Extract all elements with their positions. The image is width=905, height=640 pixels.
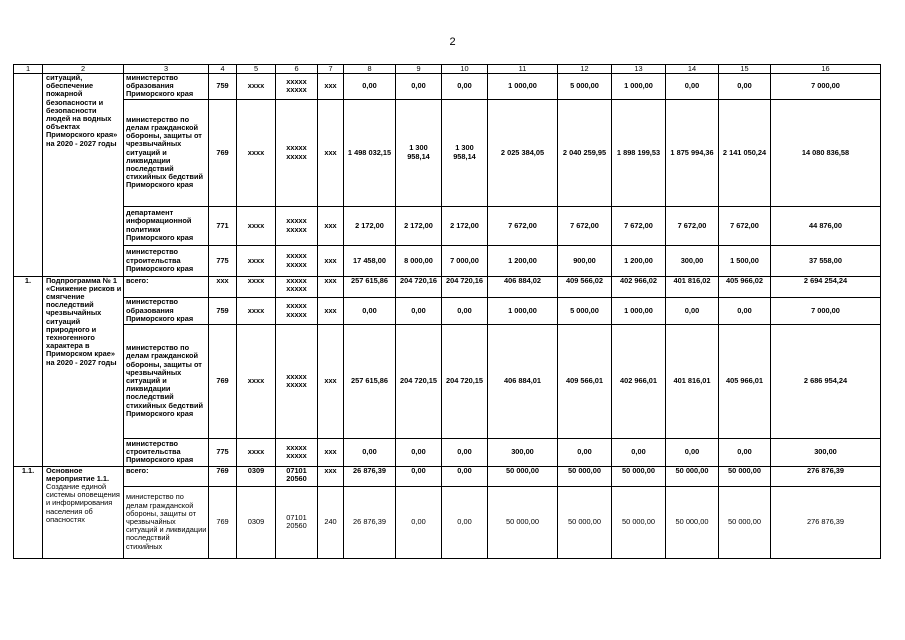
cell-c8: 2 172,00 bbox=[344, 206, 396, 245]
cell-c15: 0,00 bbox=[719, 297, 771, 324]
cell-c11: 406 884,01 bbox=[488, 324, 558, 438]
cell-c13: 1 000,00 bbox=[612, 74, 666, 100]
page-number: 2 bbox=[449, 36, 456, 48]
table-row bbox=[14, 206, 881, 245]
cell-c5: хххх bbox=[237, 99, 276, 206]
cell-c14: 50 000,00 bbox=[666, 486, 719, 558]
budget-table bbox=[13, 64, 881, 559]
cell-c16: 7 000,00 bbox=[771, 297, 881, 324]
cell-c15: 0,00 bbox=[719, 74, 771, 100]
col-header: 2 bbox=[43, 65, 124, 74]
table-row bbox=[14, 99, 881, 206]
cell-c16: 300,00 bbox=[771, 438, 881, 466]
responsible-org: министерство образования Приморского края bbox=[124, 74, 209, 100]
cell-c11: 50 000,00 bbox=[488, 466, 558, 486]
col-header: 10 bbox=[442, 65, 488, 74]
responsible-org: министерство образования Приморского края bbox=[124, 297, 209, 324]
cell-c8: 17 458,00 bbox=[344, 245, 396, 276]
code-part: ххххх bbox=[286, 283, 307, 293]
cell-c8: 257 615,86 bbox=[344, 276, 396, 297]
cell-c5: хххх bbox=[237, 206, 276, 245]
code-part: ххххх bbox=[286, 259, 307, 269]
cell-c15: 405 966,02 bbox=[719, 276, 771, 297]
cell-c9: 0,00 bbox=[396, 74, 442, 100]
cell-c16: 7 000,00 bbox=[771, 74, 881, 100]
cell-c5: 0309 bbox=[237, 486, 276, 558]
cell-c10: 0,00 bbox=[442, 466, 488, 486]
cell-c15: 0,00 bbox=[719, 438, 771, 466]
cell-c10: 0,00 bbox=[442, 74, 488, 100]
cell-c14: 0,00 bbox=[666, 438, 719, 466]
cell-c9: 0,00 bbox=[396, 297, 442, 324]
col-header: 14 bbox=[666, 65, 719, 74]
cell-c12: 900,00 bbox=[558, 245, 612, 276]
col-header: 9 bbox=[396, 65, 442, 74]
cell-c11: 7 672,00 bbox=[488, 206, 558, 245]
cell-c16: 14 080 836,58 bbox=[771, 99, 881, 206]
cell-c4: ххх bbox=[209, 276, 237, 297]
cell-c12: 2 040 259,95 bbox=[558, 99, 612, 206]
cell-c9: 2 172,00 bbox=[396, 206, 442, 245]
cell-c9: 204 720,16 bbox=[396, 276, 442, 297]
cell-c4: 769 bbox=[209, 99, 237, 206]
cell-c6 bbox=[276, 486, 318, 558]
cell-c8: 0,00 bbox=[344, 297, 396, 324]
cell-c11: 406 884,02 bbox=[488, 276, 558, 297]
cell-c8: 26 876,39 bbox=[344, 466, 396, 486]
code-part: ххххх bbox=[286, 251, 307, 261]
cell-c7: ххх bbox=[318, 324, 344, 438]
col-header: 12 bbox=[558, 65, 612, 74]
code-part: ххххх bbox=[286, 216, 307, 226]
cell-c7: ххх bbox=[318, 74, 344, 100]
row-number bbox=[14, 74, 43, 277]
col-header: 7 bbox=[318, 65, 344, 74]
cell-c4: 769 bbox=[209, 466, 237, 486]
responsible-org: министерство по делам гражданской обороны, защиты от чрезвычайных ситуаций и ликвидации последствий стихийных бедствий Приморского края bbox=[124, 99, 209, 206]
col-header: 4 bbox=[209, 65, 237, 74]
cell-c9: 0,00 bbox=[396, 466, 442, 486]
cell-c15: 405 966,01 bbox=[719, 324, 771, 438]
responsible-org: министерство строительства Приморского края bbox=[124, 438, 209, 466]
cell-c8: 257 615,86 bbox=[344, 324, 396, 438]
col-header: 6 bbox=[276, 65, 318, 74]
column-number-row bbox=[14, 65, 881, 74]
cell-c14: 7 672,00 bbox=[666, 206, 719, 245]
cell-c16: 37 558,00 bbox=[771, 245, 881, 276]
cell-c13: 1 898 199,53 bbox=[612, 99, 666, 206]
cell-c6 bbox=[276, 438, 318, 466]
cell-c12: 5 000,00 bbox=[558, 74, 612, 100]
cell-c13: 1 000,00 bbox=[612, 297, 666, 324]
responsible-org: министерство по делам гражданской обороны, защиты от чрезвычайных ситуаций и ликвидации последствий стихийных бедствий Приморского края bbox=[124, 324, 209, 438]
responsible-org: всего: bbox=[124, 466, 209, 486]
col-header: 11 bbox=[488, 65, 558, 74]
cell-c16: 276 876,39 bbox=[771, 486, 881, 558]
table-row bbox=[14, 324, 881, 438]
code-part: ххххх bbox=[286, 143, 307, 153]
program-title: ситуаций, обеспечение пожарной безопасности и безопасности людей на водных объектах Приморского края» на 2020 - 2027 годы bbox=[43, 74, 124, 277]
cell-c11: 1 000,00 bbox=[488, 297, 558, 324]
cell-c16: 2 694 254,24 bbox=[771, 276, 881, 297]
cell-c6 bbox=[276, 324, 318, 438]
cell-c4: 759 bbox=[209, 297, 237, 324]
cell-c7: 240 bbox=[318, 486, 344, 558]
cell-c5: 0309 bbox=[237, 466, 276, 486]
code-part: ххххх bbox=[286, 451, 307, 461]
table-row bbox=[14, 438, 881, 466]
program-title: Подпрограмма № 1 «Снижение рисков и смягчение последствий чрезвычайных ситуаций природного и техногенного характера в Приморском крае» на 2020 - 2027 годы bbox=[43, 276, 124, 466]
table-row bbox=[14, 245, 881, 276]
cell-c5: хххх bbox=[237, 245, 276, 276]
cell-c12: 5 000,00 bbox=[558, 297, 612, 324]
cell-c15: 1 500,00 bbox=[719, 245, 771, 276]
code-part: 20560 bbox=[286, 521, 307, 531]
cell-c15: 2 141 050,24 bbox=[719, 99, 771, 206]
cell-c5: хххх bbox=[237, 297, 276, 324]
code-part: ххххх bbox=[286, 224, 307, 234]
cell-c8: 0,00 bbox=[344, 74, 396, 100]
cell-c7: ххх bbox=[318, 438, 344, 466]
cell-c7: ххх bbox=[318, 297, 344, 324]
cell-c6 bbox=[276, 206, 318, 245]
cell-c10: 0,00 bbox=[442, 297, 488, 324]
cell-c12: 50 000,00 bbox=[558, 486, 612, 558]
responsible-org: департамент информационной политики Приморского края bbox=[124, 206, 209, 245]
cell-c7: ххх bbox=[318, 245, 344, 276]
cell-c9: 8 000,00 bbox=[396, 245, 442, 276]
responsible-org: министерство строительства Приморского края bbox=[124, 245, 209, 276]
code-part: 07101 bbox=[286, 466, 307, 475]
cell-c10: 204 720,15 bbox=[442, 324, 488, 438]
cell-c10: 204 720,16 bbox=[442, 276, 488, 297]
row-number: 1. bbox=[14, 276, 43, 466]
cell-c6 bbox=[276, 466, 318, 486]
responsible-org: всего: bbox=[124, 276, 209, 297]
code-part: ххххх bbox=[286, 85, 307, 95]
cell-c15: 7 672,00 bbox=[719, 206, 771, 245]
code-part: ххххх bbox=[286, 276, 307, 285]
code-part: ххххх bbox=[286, 442, 307, 452]
col-header: 15 bbox=[719, 65, 771, 74]
code-part: 07101 bbox=[286, 512, 307, 522]
cell-c5: хххх bbox=[237, 438, 276, 466]
code-part: ххххх bbox=[286, 77, 307, 87]
cell-c4: 769 bbox=[209, 486, 237, 558]
cell-c11: 50 000,00 bbox=[488, 486, 558, 558]
cell-c12: 409 566,02 bbox=[558, 276, 612, 297]
col-header: 3 bbox=[124, 65, 209, 74]
row-number: 1.1. bbox=[14, 466, 43, 558]
cell-c14: 401 816,02 bbox=[666, 276, 719, 297]
cell-c8: 1 498 032,15 bbox=[344, 99, 396, 206]
cell-c11: 1 200,00 bbox=[488, 245, 558, 276]
cell-c7: ххх bbox=[318, 99, 344, 206]
cell-c13: 50 000,00 bbox=[612, 466, 666, 486]
table-row bbox=[14, 276, 881, 297]
cell-c5: хххх bbox=[237, 324, 276, 438]
code-part: ххххх bbox=[286, 371, 307, 381]
cell-c16: 44 876,00 bbox=[771, 206, 881, 245]
cell-c4: 775 bbox=[209, 438, 237, 466]
event-label: Основное мероприятие 1.1. bbox=[46, 466, 110, 483]
cell-c6 bbox=[276, 276, 318, 297]
cell-c16: 276 876,39 bbox=[771, 466, 881, 486]
cell-c14: 50 000,00 bbox=[666, 466, 719, 486]
table-row bbox=[14, 297, 881, 324]
cell-c10: 0,00 bbox=[442, 438, 488, 466]
cell-c13: 0,00 bbox=[612, 438, 666, 466]
col-header: 16 bbox=[771, 65, 881, 74]
code-part: 20560 bbox=[286, 473, 307, 483]
code-part: ххххх bbox=[286, 380, 307, 390]
cell-c5: хххх bbox=[237, 74, 276, 100]
cell-c11: 1 000,00 bbox=[488, 74, 558, 100]
cell-c9: 204 720,15 bbox=[396, 324, 442, 438]
cell-c14: 0,00 bbox=[666, 74, 719, 100]
cell-c12: 7 672,00 bbox=[558, 206, 612, 245]
cell-c12: 50 000,00 bbox=[558, 466, 612, 486]
cell-c14: 401 816,01 bbox=[666, 324, 719, 438]
cell-c8: 0,00 bbox=[344, 438, 396, 466]
cell-c5: хххх bbox=[237, 276, 276, 297]
cell-c16: 2 686 954,24 bbox=[771, 324, 881, 438]
cell-c10: 7 000,00 bbox=[442, 245, 488, 276]
cell-c4: 771 bbox=[209, 206, 237, 245]
table-row bbox=[14, 466, 881, 486]
cell-c13: 50 000,00 bbox=[612, 486, 666, 558]
responsible-org: министерство по делам гражданской обороны, защиты от чрезвычайных ситуаций и ликвидации последствий стихийных bbox=[124, 486, 209, 558]
cell-c10: 0,00 bbox=[442, 486, 488, 558]
cell-c10: 1 300 958,14 bbox=[442, 99, 488, 206]
cell-c9: 1 300 958,14 bbox=[396, 99, 442, 206]
cell-c7: ххх bbox=[318, 466, 344, 486]
col-header: 8 bbox=[344, 65, 396, 74]
cell-c9: 0,00 bbox=[396, 438, 442, 466]
cell-c11: 300,00 bbox=[488, 438, 558, 466]
cell-c7: ххх bbox=[318, 206, 344, 245]
program-title bbox=[43, 466, 124, 558]
cell-c4: 775 bbox=[209, 245, 237, 276]
table-row bbox=[14, 74, 881, 100]
col-header: 5 bbox=[237, 65, 276, 74]
code-part: ххххх bbox=[286, 309, 307, 319]
cell-c14: 1 875 994,36 bbox=[666, 99, 719, 206]
cell-c14: 0,00 bbox=[666, 297, 719, 324]
cell-c6 bbox=[276, 99, 318, 206]
code-part: ххххх bbox=[286, 301, 307, 311]
cell-c6 bbox=[276, 74, 318, 100]
cell-c12: 409 566,01 bbox=[558, 324, 612, 438]
cell-c13: 1 200,00 bbox=[612, 245, 666, 276]
cell-c10: 2 172,00 bbox=[442, 206, 488, 245]
cell-c6 bbox=[276, 245, 318, 276]
code-part: ххххх bbox=[286, 151, 307, 161]
cell-c13: 7 672,00 bbox=[612, 206, 666, 245]
col-header: 13 bbox=[612, 65, 666, 74]
cell-c15: 50 000,00 bbox=[719, 466, 771, 486]
cell-c14: 300,00 bbox=[666, 245, 719, 276]
table-row bbox=[14, 486, 881, 558]
cell-c4: 759 bbox=[209, 74, 237, 100]
cell-c4: 769 bbox=[209, 324, 237, 438]
cell-c12: 0,00 bbox=[558, 438, 612, 466]
cell-c8: 26 876,39 bbox=[344, 486, 396, 558]
cell-c13: 402 966,02 bbox=[612, 276, 666, 297]
cell-c13: 402 966,01 bbox=[612, 324, 666, 438]
cell-c6 bbox=[276, 297, 318, 324]
event-title: Создание единой системы оповещения и информирования населения об опасностях bbox=[46, 482, 120, 524]
cell-c11: 2 025 384,05 bbox=[488, 99, 558, 206]
cell-c9: 0,00 bbox=[396, 486, 442, 558]
cell-c7: ххх bbox=[318, 276, 344, 297]
cell-c15: 50 000,00 bbox=[719, 486, 771, 558]
col-header: 1 bbox=[14, 65, 43, 74]
